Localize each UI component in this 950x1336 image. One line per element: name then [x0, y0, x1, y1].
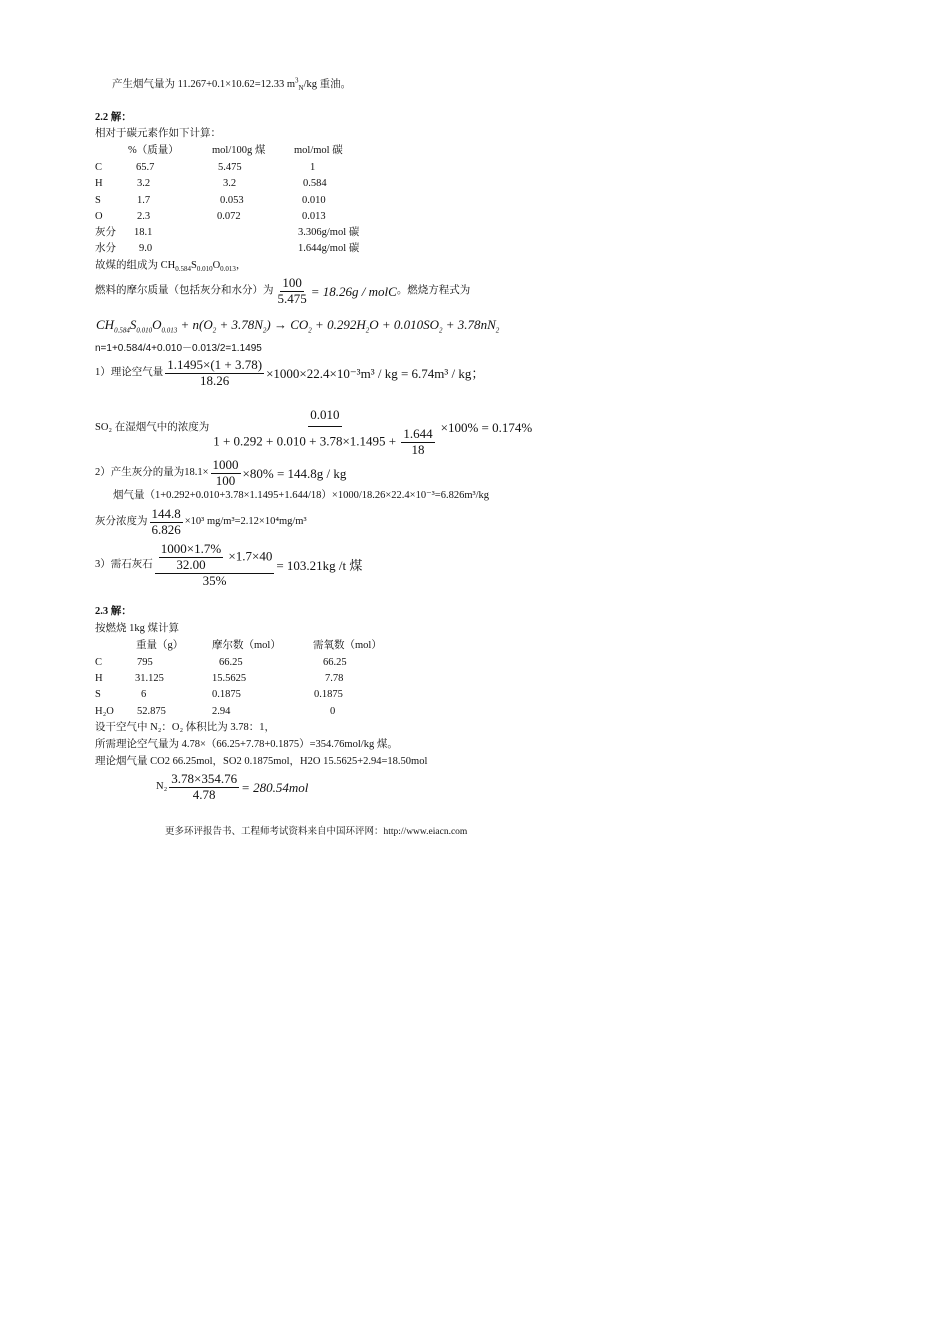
row-o2: 7.78 [325, 673, 344, 684]
fraction: $\frac{100}{5.475}$ [277, 275, 307, 306]
fraction: 0.010 1 + 0.292 + 0.010 + 3.78×1.1495 + $\frac{1.644}{18}$ [213, 407, 433, 457]
section-intro: 按燃烧 1kg 煤计算 [95, 623, 179, 634]
row-el: C [95, 657, 103, 668]
section-intro: 相对于碳元素作如下计算： [95, 128, 221, 139]
row-pct: 9.0 [139, 243, 153, 254]
row-o2: 0 [330, 706, 336, 717]
row-molmol: 0.013 [302, 211, 326, 222]
row-weight: 6 [141, 689, 147, 700]
row-weight: 31.125 [135, 673, 164, 684]
n2-o2-ratio: 设干空气中 N₂：O₂ 体积比为 3.78：1， [95, 722, 275, 733]
combustion-equation: $CH_{0.584}S_{0.010}O_{0.013} + n(O_2 + 3.78N_2) \to CO_2 + 0.292H_2O + 0.010SO_2 + 3.78nN_2$ [96, 317, 500, 335]
row-molmol: 3.306g/mol 碳 [298, 227, 360, 238]
row-mol: 66.25 [219, 657, 243, 668]
row-mol: 0.1875 [212, 689, 241, 700]
row-el: C [95, 162, 103, 173]
row-pct: 2.3 [137, 211, 151, 222]
section-heading-2-3: 2.3 解： [95, 606, 132, 617]
row-weight: 795 [137, 657, 153, 668]
row-o2: 66.25 [323, 657, 347, 668]
row-el: H₂O [95, 706, 114, 717]
row-mol: 2.94 [212, 706, 231, 717]
row-el: 水分 [95, 243, 116, 254]
row-weight: 52.875 [137, 706, 166, 717]
theory-air-line: 1）理论空气量 $\frac{1.1495\times(1 + 3.78)}{18.26}$ ×1000×22.4×10⁻³m³ / kg = 6.74m³ / kg； [95, 357, 485, 388]
ash-concentration-line: 灰分浓度为 $\frac{144.8}{6.826}$ ×10³ mg/m³=2.12×10⁴mg/m³ [95, 506, 307, 537]
row-el: H [95, 178, 103, 189]
theory-air-needed: 所需理论空气量为 4.78×（66.25+7.78+0.1875）=354.76mol/kg 煤。 [95, 739, 398, 750]
row-pct: 3.2 [137, 178, 151, 189]
row-mol100: 0.053 [220, 195, 244, 206]
section-heading-2-2: 2.2 解： [95, 112, 132, 123]
molar-mass-line: 燃料的摩尔质量（包括灰分和水分）为 $\frac{100}{5.475}$ = 18.26g / molC 。燃烧方程式为 [95, 275, 471, 306]
fraction: $\frac{1.1495\times(1 + 3.78)}{18.26}$ [167, 357, 263, 388]
n-calculation: n=1+0.584/4+0.010－0.013/2=1.1495 [95, 343, 262, 354]
row-mol: 15.5625 [212, 673, 247, 684]
row-el: 灰分 [95, 227, 116, 238]
row-molmol: 0.010 [302, 195, 326, 206]
row-el: H [95, 673, 103, 684]
n2-line: N₂ $\frac{3.78\times 354.76}{4.78}$ = 280.54mol [156, 771, 309, 802]
row-molmol: 1.644g/mol 碳 [298, 243, 360, 254]
row-el: S [95, 689, 101, 700]
limestone-line: 3）需石灰石 $\frac{1000\times 1.7\%}{32.00}$ ×1.7×40 35% = 103.21kg /t 煤 [95, 541, 363, 588]
row-el: O [95, 211, 103, 222]
row-molmol: 1 [310, 162, 316, 173]
col-header: mol/100g 煤 [212, 145, 266, 156]
row-pct: 18.1 [134, 227, 153, 238]
col-header: 重量（g） [136, 640, 184, 651]
coal-composition: 故煤的组成为 $CH_{0.584}S_{0.010}O_{0.013}$， [95, 260, 247, 274]
fraction: $\frac{1000\times 1.7\%}{32.00}$ [160, 541, 222, 572]
footer-note: 更多环评报告书、工程师考试资料来自中国环评网：http://www.eiacn.com [165, 827, 468, 837]
col-header: 需氧数（mol） [313, 640, 382, 651]
fraction: $\frac{144.8}{6.826}$ [151, 506, 181, 537]
flue-gas-volume: 烟气量（1+0.292+0.010+3.78×1.1495+1.644/18）×1000/18.26×22.4×10⁻³=6.826m³/kg [113, 490, 490, 501]
fraction: $\frac{1000\times 1.7\%}{32.00}$ ×1.7×40 35% [155, 542, 275, 589]
row-mol100: 5.475 [218, 162, 242, 173]
theory-flue-gas: 理论烟气量 CO2 66.25mol，SO2 0.1875mol，H2O 15.5625+2.94=18.50mol [95, 756, 428, 767]
col-header: %（质量） [128, 145, 179, 156]
row-molmol: 0.584 [303, 178, 327, 189]
row-mol100: 0.072 [217, 211, 241, 222]
col-header: 摩尔数（mol） [212, 640, 281, 651]
so2-concentration-line: SO₂ 在湿烟气中的浓度为 0.010 1 + 0.292 + 0.010 + 3.78×1.1495 + $\frac{1.644}{18}$ ×100% = 0.174% [95, 407, 533, 457]
row-pct: 1.7 [137, 195, 151, 206]
row-pct: 65.7 [136, 162, 155, 173]
fraction: $\frac{3.78\times 354.76}{4.78}$ [171, 771, 238, 802]
row-el: S [95, 195, 101, 206]
ash-amount-line: 2）产生灰分的量为18.1× $\frac{1000}{100}$ ×80% = 144.8g / kg [95, 457, 347, 488]
row-o2: 0.1875 [314, 689, 343, 700]
fraction: $\frac{1.644}{18}$ [403, 425, 433, 457]
fraction: $\frac{1000}{100}$ [212, 457, 239, 488]
col-header: mol/mol 碳 [294, 145, 343, 156]
row-mol100: 3.2 [223, 178, 237, 189]
flue-gas-line: 产生烟气量为 11.267+0.1×10.62=12.33 $m^3_N/kg$ 重油。 [112, 76, 352, 93]
